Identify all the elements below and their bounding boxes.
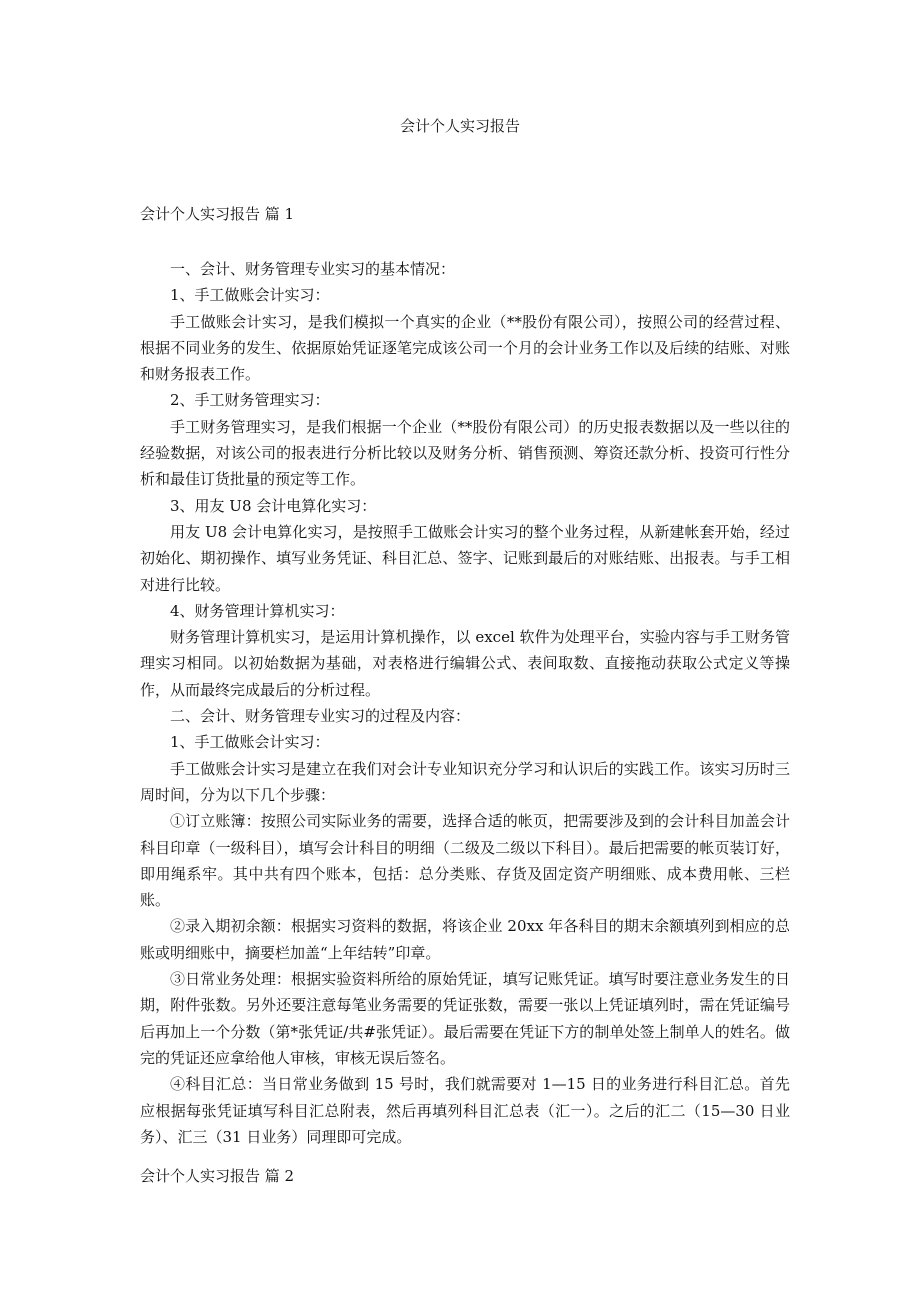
paragraph-14: ②录入期初余额：根据实习资料的数据，将该企业 20xx 年各科目的期末余额填列到相应的总账或明细账中，摘要栏加盖“上年结转”印章。 xyxy=(140,917,790,962)
paragraph-1: 一、会计、财务管理专业实习的基本情况： xyxy=(170,260,456,278)
paragraph-6: 3、用友 U8 会计电算化实习： xyxy=(170,496,377,515)
section-heading-2: 会计个人实习报告 篇 2 xyxy=(140,1167,295,1185)
section-heading-1: 会计个人实习报告 篇 1 xyxy=(140,205,295,223)
paragraph-2: 1、手工做账会计实习： xyxy=(170,286,330,305)
paragraph-4: 2、手工财务管理实习： xyxy=(170,391,330,410)
paragraph-3: 手工做账会计实习，是我们模拟一个真实的企业（**股份有限公司），按照公司的经营过程、根据不同业务的发生、依据原始凭证逐笔完成该公司一个月的会计业务工作以及后续的结账、对账和财务报表工作。 xyxy=(140,312,790,384)
paragraph-8: 4、财务管理计算机实习： xyxy=(170,601,345,620)
paragraph-12: 手工做账会计实习是建立在我们对会计专业知识充分学习和认识后的实践工作。该实习历时三周时间，分为以下几个步骤： xyxy=(140,759,790,804)
paragraph-13: ①订立账簿：按照公司实际业务的需要，选择合适的帐页，把需要涉及到的会计科目加盖会计科目印章（一级科目），填写会计科目的明细（二级及二级以下科目）。最后把需要的帐页装订好，即用绳系牢。其中共有四个账本，包括：总分类账、存货及固定资产明细账、成本费用帐、三栏账。 xyxy=(140,812,790,910)
document-body xyxy=(140,256,790,1150)
paragraph-11: 1、手工做账会计实习： xyxy=(170,733,330,752)
paragraph-15: ③日常业务处理：根据实验资料所给的原始凭证，填写记账凭证。填写时要注意业务发生的日期，附件张数。另外还要注意每笔业务需要的凭证张数，需要一张以上凭证填列时，需在凭证编号后再加上一个分数（第*张凭证/共#张凭证）。最后需要在凭证下方的制单处签上制单人的姓名。做完的凭证还应拿给他人审核，审核无误后签名。 xyxy=(140,970,790,1067)
paragraph-9: 财务管理计算机实习，是运用计算机操作，以 excel 软件为处理平台，实验内容与手工财务管理实习相同。以初始数据为基础，对表格进行编辑公式、表间取数、直接拖动获取公式定义等操作，从而最终完成最后的分析过程。 xyxy=(140,628,790,699)
paragraph-16: ④科目汇总：当日常业务做到 15 号时，我们就需要对 1—15 日的业务进行科目汇总。首先应根据每张凭证填写科目汇总附表，然后再填列科目汇总表（汇一）。之后的汇二（15—30 日业务）、汇三（31 日业务）同理即可完成。 xyxy=(140,1075,790,1146)
paragraph-10: 二、会计、财务管理专业实习的过程及内容： xyxy=(170,707,471,726)
document-title: 会计个人实习报告 xyxy=(399,117,520,135)
paragraph-7: 用友 U8 会计电算化实习，是按照手工做账会计实习的整个业务过程，从新建帐套开始，经过初始化、期初操作、填写业务凭证、科目汇总、签字、记账到最后的对账结账、出报表。与手工相对进行比较。 xyxy=(140,522,790,594)
paragraph-5: 手工财务管理实习，是我们根据一个企业（**股份有限公司）的历史报表数据以及一些以往的经验数据，对该公司的报表进行分析比较以及财务分析、销售预测、筹资还款分析、投资可行性分析和最佳订货批量的预定等工作。 xyxy=(140,417,790,489)
